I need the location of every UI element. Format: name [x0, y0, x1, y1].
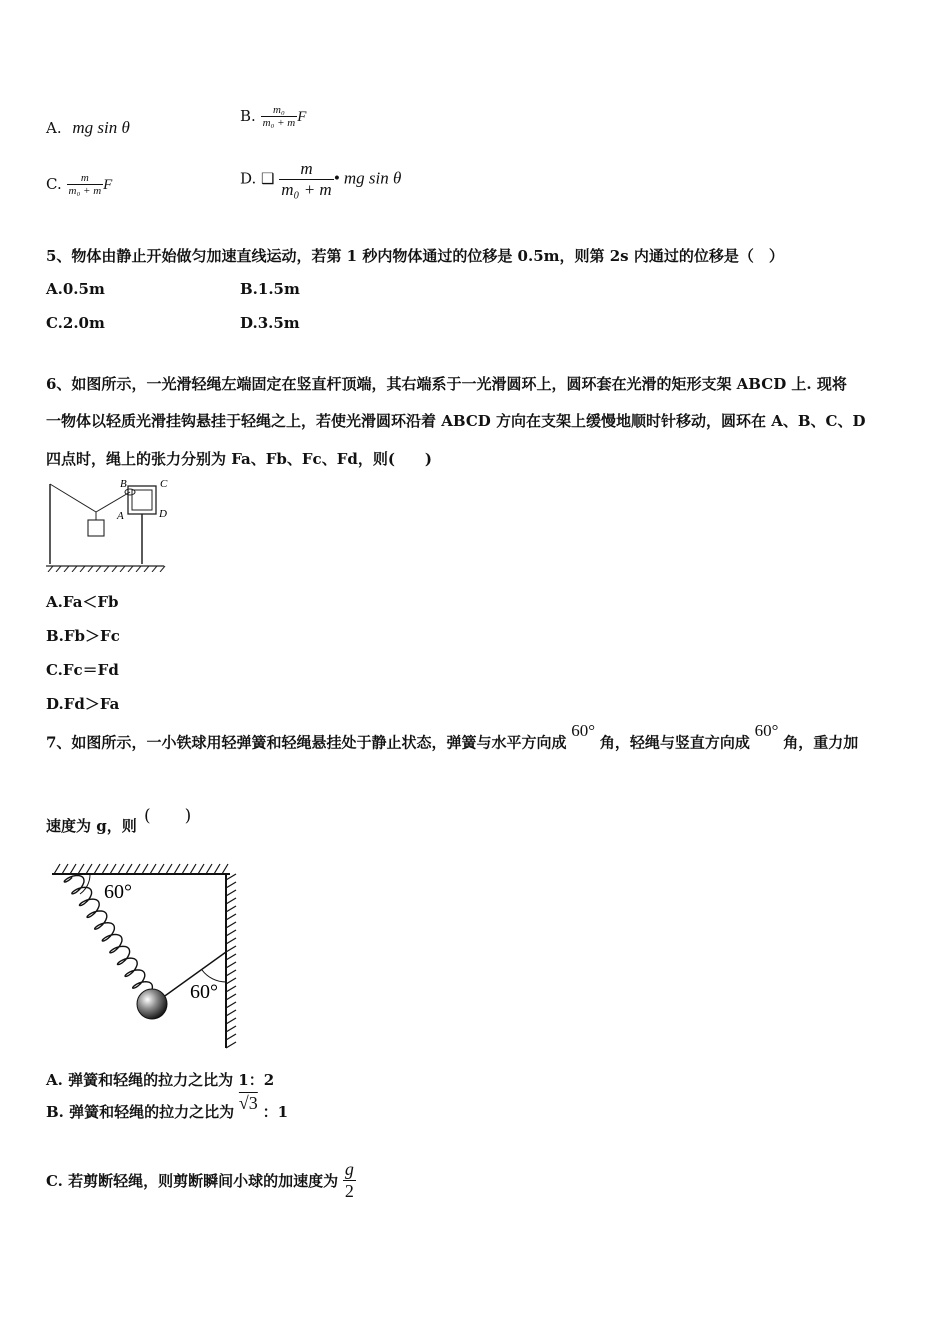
q7-angle-2: 60°: [754, 721, 779, 740]
q4-option-d: [240, 160, 401, 199]
q7-wall-hatch: [226, 874, 236, 1048]
q6-option-b: B.Fb＞Fc: [46, 627, 120, 645]
q6-stem-line3: 四点时，绳上的张力分别为 Fa、Fb、Fc、Fd，则( ): [46, 450, 433, 468]
q7-figure: [50, 858, 250, 1054]
q7-stem-line1-post: 角，重力加: [783, 733, 859, 752]
q6-label-a: A: [117, 510, 124, 522]
q6-stem-line1: 6、如图所示，一光滑轻绳左端固定在竖直杆顶端，其右端系于一光滑圆环上，圆环套在光滑的矩形支架 ABCD 上. 现将: [46, 375, 847, 393]
q4-option-a: [46, 118, 130, 138]
q7-ceiling-hatch: [54, 864, 228, 874]
q5-option-a: A.0.5m: [46, 280, 105, 298]
q6-option-d: D.Fd＞Fa: [46, 695, 120, 713]
q7-option-b-pre: B. 弹簧和轻绳的拉力之比为: [46, 1103, 235, 1121]
q4-option-b-label: B.: [240, 106, 256, 125]
q6-stem-line2: 一物体以轻质光滑挂钩悬挂于轻绳之上，若使光滑圆环沿着 ABCD 方向在支架上缓慢地顺时针移动，圆环在 A、B、C、D: [46, 412, 866, 430]
q5-option-c: C.2.0m: [46, 314, 105, 332]
q4-option-a-expr: mg sin θ: [72, 118, 130, 137]
q6-option-a: A.Fa＜Fb: [46, 593, 119, 611]
q4-option-c-label: C.: [46, 174, 62, 193]
q7-option-b-sqrt: √3: [238, 1093, 258, 1113]
q6-weight: [88, 520, 104, 536]
q4-option-c-fraction: [67, 172, 104, 198]
q7-stem-line1-mid: 角，轻绳与竖直方向成: [599, 733, 750, 752]
q7-stem-line2: 速度为 g，则: [46, 817, 137, 835]
q6-label-d: D: [159, 508, 167, 520]
q5-option-d: D.3.5m: [240, 314, 300, 332]
q7-angle-label-right: 60°: [190, 981, 218, 1003]
q4-option-d-label: D. ❑: [240, 169, 275, 188]
q7-stem-line1: [46, 721, 859, 753]
q7-answer-paren: ( ): [144, 806, 192, 826]
q7-option-c-numerator: g: [344, 1159, 354, 1179]
q4-option-b-denominator: m₀ + m: [262, 117, 296, 130]
q4-option-d-tail: • mg sin θ: [333, 168, 402, 188]
q7-option-c: [46, 1160, 356, 1201]
q7-option-a: A. 弹簧和轻绳的拉力之比为 1：2: [46, 1071, 275, 1089]
q5-option-b: B.1.5m: [240, 280, 300, 298]
q7-option-b: [46, 1093, 289, 1122]
q4-option-b-fraction: [261, 104, 298, 130]
q4-option-c-numerator: m: [80, 172, 89, 184]
q4-option-b: [240, 104, 306, 130]
q7-option-c-denominator: 2: [344, 1180, 354, 1201]
q5-stem: 5、物体由静止开始做匀加速直线运动，若第 1 秒内物体通过的位移是 0.5m，则第 2s 内通过的位移是（ ）: [46, 247, 784, 265]
q7-option-b-post: ：1: [262, 1103, 289, 1121]
q4-option-d-numerator: m: [300, 159, 313, 178]
q4-option-c-denominator: m₀ + m: [68, 185, 102, 198]
q4-option-b-tail: F: [297, 108, 307, 125]
q6-figure: [44, 476, 174, 572]
q7-option-c-fraction: [343, 1160, 356, 1201]
q4-option-a-label: A.: [46, 119, 62, 137]
q6-ground-hatch: [48, 566, 165, 572]
q4-option-d-fraction: [279, 160, 333, 199]
q6-option-c: C.Fc＝Fd: [46, 661, 119, 679]
q6-label-c: C: [160, 478, 168, 490]
q4-option-c: [46, 172, 112, 198]
q4-option-c-tail: F: [103, 176, 113, 193]
q7-option-c-pre: C. 若剪断轻绳，则剪断瞬间小球的加速度为: [46, 1172, 339, 1191]
q7-angle-1: 60°: [571, 721, 596, 740]
q7-angle-label-top: 60°: [104, 881, 132, 903]
q4-option-d-denominator: m₀ + m: [281, 179, 332, 199]
q6-rope-left: [50, 484, 96, 512]
q7-stem-line1-pre: 7、如图所示，一小铁球用轻弹簧和轻绳悬挂处于静止状态，弹簧与水平方向成: [46, 733, 567, 752]
q6-label-b: B: [120, 478, 127, 490]
q7-iron-ball: [137, 989, 167, 1019]
q4-option-b-numerator: m₀: [273, 104, 285, 116]
q6-rope-right: [96, 492, 130, 512]
